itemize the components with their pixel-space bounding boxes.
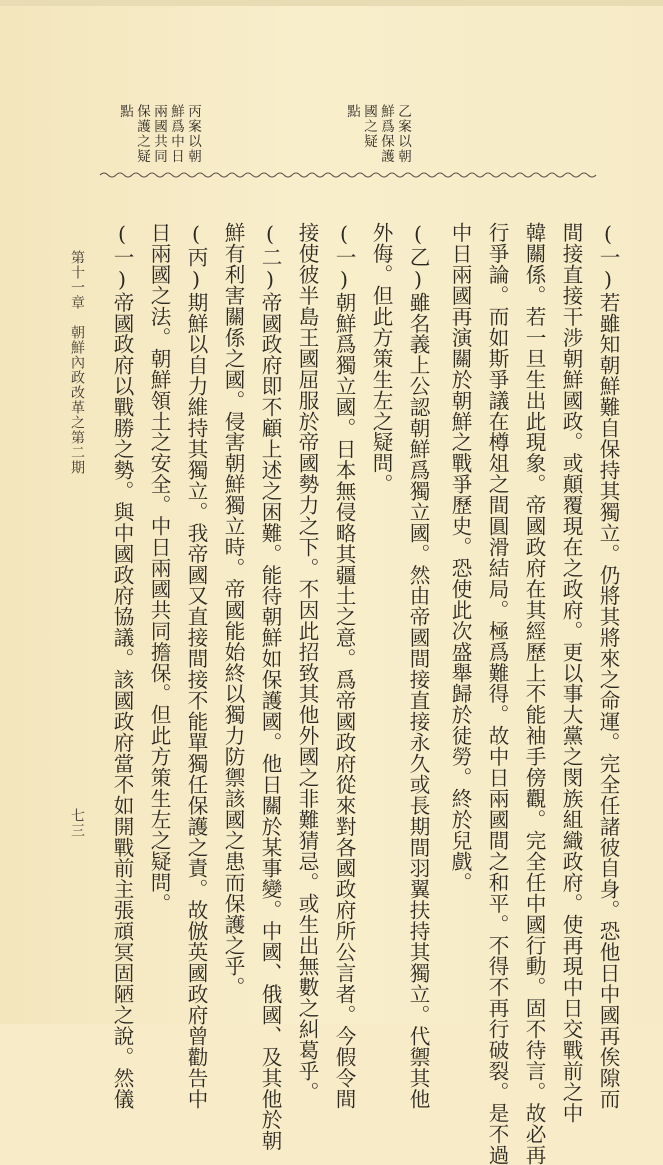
body-line-4: 行爭論。而如斯爭議在樽俎之間圓滑結局。極爲難得。故中日兩國間之和平。不得不再行破裂。是不過 [485,222,509,1165]
note-yi-line-4: 點 [344,104,360,119]
running-header: 第十一章 朝鮮內政改革之第二期 [69,250,85,475]
body-line-8: (一)朝鮮爲獨立國。日本無侵略其疆土之意。爲帝國政府從來對各國政府所公言者。今假令間 [332,222,356,1110]
note-bing-line-3: 兩國共同 [151,104,167,164]
body-line-5: 中日兩國再演關於朝鮮之戰爭歷史。恐使此次盛舉歸於徒勞。終於兒戲。 [448,222,472,893]
body-line-3: 韓關係。若一旦生出此現象。帝國政府在其經歷上不能袖手傍觀。完全任中國行動。固不待言。故必再 [522,222,546,1165]
body-line-6: (乙)雖名義上公認朝鮮爲獨立國。然由帝國間接直接永久或長期間羽翼扶持其獨立。代禦其他 [406,222,430,1110]
note-yi-line-3: 國之疑 [361,104,377,149]
body-line-2: 間接直接干涉朝鮮國政。或顛覆現在之政府。更以事大黨之閔族組織政府。使再現中日交戰前之中 [559,222,583,1124]
body-line-11: 鮮有利害關係之國。侵害朝鮮獨立時。帝國能始終以獨力防禦該國之患而保護之乎。 [221,222,245,998]
body-line-9: 接使彼半島王國屈服於帝國勢力之下。不因此招致其他外國之非難猜忌。或生出無數之糾葛乎。 [295,222,319,1103]
body-line-1: (一)若雖知朝鮮難自保持其獨立。仍將其將來之命運。完全任諸彼自身。恐他日中國再俟隙而 [596,222,620,1110]
page-number: 七三 [69,808,85,838]
body-line-10: (二)帝國政府即不顧上述之困難。能待朝鮮如保護國。他日關於某事變。中國、俄國、及其他於朝 [258,222,282,1152]
note-bing-line-2: 鮮爲中日 [168,104,184,164]
page-top-edge [0,0,663,6]
note-yi-line-2: 鮮爲保護 [378,104,394,164]
note-yi-line-1: 乙案以朝 [395,104,411,164]
note-bing-line-4: 保護之疑 [134,104,150,164]
note-bing-line-1: 丙案以朝 [185,104,201,164]
note-bing-line-5: 點 [117,104,133,119]
body-line-12: (丙)期鮮以自力維持其獨立。我帝國又直接間接不能單獨任保護之責。故倣英國政府曾勸告中 [184,222,208,1110]
body-line-13: 日兩國之法。朝鮮領土之安全。中日兩國共同擔保。但此方策生左之疑問。 [147,222,171,914]
body-line-14: (一)帝國政府以戰勝之勢。與中國政府協議。該國政府當不如開戰前主張頑冥固陋之說。然儀 [110,222,134,1110]
body-line-7: 外侮。但此方策生左之疑問。 [369,222,393,495]
wavy-divider [100,170,590,180]
